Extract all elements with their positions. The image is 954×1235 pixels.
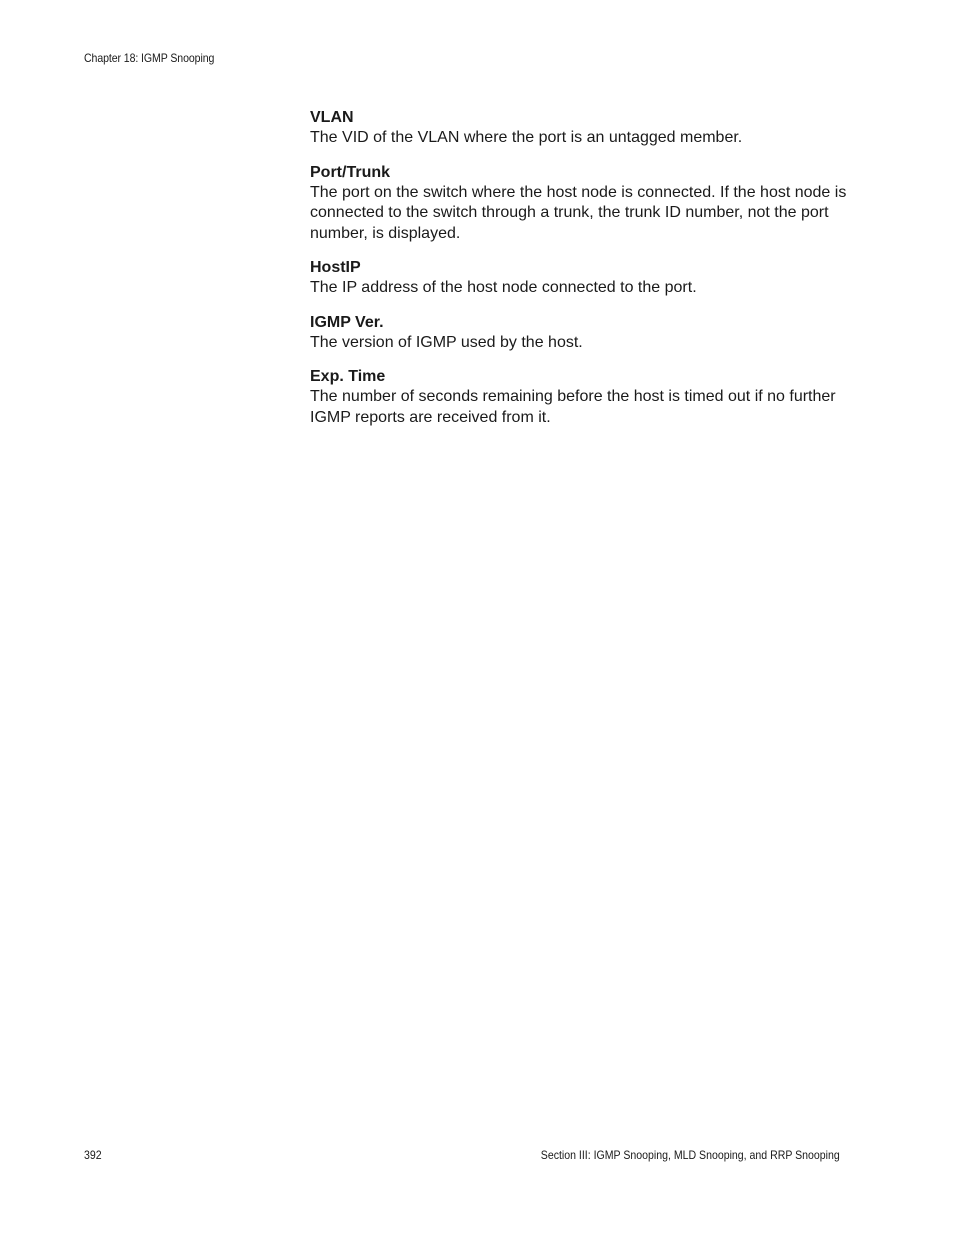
definition-entry	[310, 313, 850, 354]
definition-term: Exp. Time	[310, 368, 386, 385]
definition-entry	[310, 108, 850, 149]
definition-description: The VID of the VLAN where the port is an untagged member.	[310, 129, 743, 146]
running-header: Chapter 18: IGMP Snooping	[84, 51, 215, 65]
definition-term: IGMP Ver.	[310, 313, 384, 331]
definition-term: VLAN	[310, 109, 354, 126]
definition-term: HostIP	[310, 259, 361, 276]
definition-description: The version of IGMP used by the host.	[310, 333, 583, 351]
section-title: Section III: IGMP Snooping, MLD Snooping, and RRP Snooping	[540, 1148, 840, 1162]
definition-description: The number of seconds remaining before the host is timed out if no further IGMP reports are received from it.	[310, 388, 836, 426]
page-number: 392	[84, 1148, 102, 1162]
definition-entry	[310, 258, 850, 299]
definition-entry	[310, 163, 850, 245]
definition-description: The port on the switch where the host node is connected. If the host node is connected to the switch through a trunk, the trunk ID number, not the port number, is displayed.	[310, 183, 847, 242]
definition-description: The IP address of the host node connected to the port.	[310, 279, 697, 296]
definition-list	[310, 108, 850, 442]
definition-entry	[310, 367, 850, 428]
definition-term: Port/Trunk	[310, 163, 391, 181]
